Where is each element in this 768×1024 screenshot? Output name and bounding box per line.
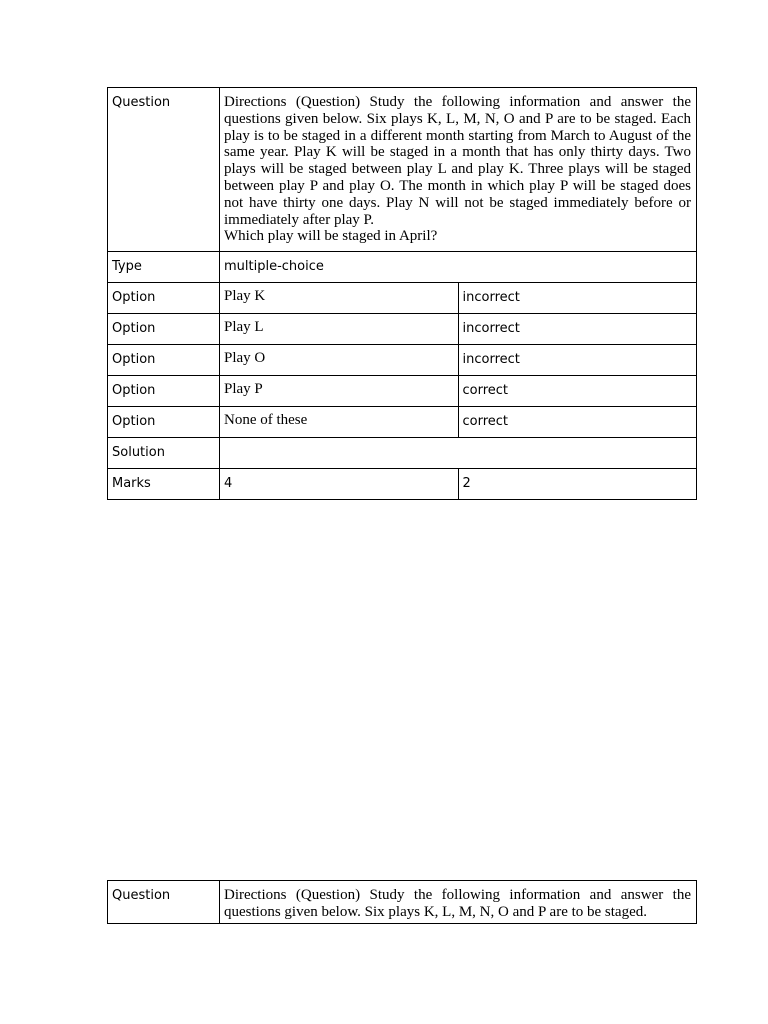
solution-row bbox=[108, 438, 697, 469]
option-label: Option bbox=[108, 283, 220, 314]
option-label: Option bbox=[108, 376, 220, 407]
option-text: Play O bbox=[220, 345, 459, 376]
option-status: correct bbox=[458, 407, 697, 438]
question-label: Question bbox=[108, 881, 220, 924]
option-row bbox=[108, 376, 697, 407]
solution-value bbox=[220, 438, 697, 469]
question-table-2 bbox=[107, 880, 697, 924]
option-row bbox=[108, 407, 697, 438]
question-text-cell bbox=[220, 88, 697, 252]
question-row bbox=[108, 881, 697, 924]
type-value: multiple-choice bbox=[220, 252, 697, 283]
negative-marks-value: 2 bbox=[458, 469, 697, 500]
type-row bbox=[108, 252, 697, 283]
question-text: Directions (Question) Study the following information and answer the questions given below. Six plays K, L, M, N, O and P are to be staged. bbox=[224, 887, 691, 920]
option-status: correct bbox=[458, 376, 697, 407]
option-row bbox=[108, 283, 697, 314]
question-label: Question bbox=[108, 88, 220, 252]
question-prompt: Which play will be staged in April? bbox=[224, 228, 438, 245]
marks-label: Marks bbox=[108, 469, 220, 500]
option-text: Play P bbox=[220, 376, 459, 407]
question-text-cell bbox=[220, 881, 697, 924]
option-row bbox=[108, 345, 697, 376]
option-status: incorrect bbox=[458, 283, 697, 314]
option-row bbox=[108, 314, 697, 345]
option-label: Option bbox=[108, 314, 220, 345]
marks-row bbox=[108, 469, 697, 500]
option-status: incorrect bbox=[458, 345, 697, 376]
question-table bbox=[107, 87, 697, 500]
option-text: None of these bbox=[220, 407, 459, 438]
option-text: Play K bbox=[220, 283, 459, 314]
type-label: Type bbox=[108, 252, 220, 283]
option-label: Option bbox=[108, 407, 220, 438]
question-text: Directions (Question) Study the following information and answer the questions given below. Six plays K, L, M, N, O and P are to be staged. Each play is to be staged in a different month starting from March to August of the same year. Play K will be staged in a month that has only thirty days. Two plays will be staged between play L and play K. Three plays will be staged between play P and play O. The month in which play P will be staged does not have thirty one days. Play N will not be staged immediately before or immediately after play P. bbox=[224, 94, 691, 228]
option-label: Option bbox=[108, 345, 220, 376]
option-text: Play L bbox=[220, 314, 459, 345]
option-status: incorrect bbox=[458, 314, 697, 345]
solution-label: Solution bbox=[108, 438, 220, 469]
marks-value: 4 bbox=[220, 469, 459, 500]
question-row bbox=[108, 88, 697, 252]
